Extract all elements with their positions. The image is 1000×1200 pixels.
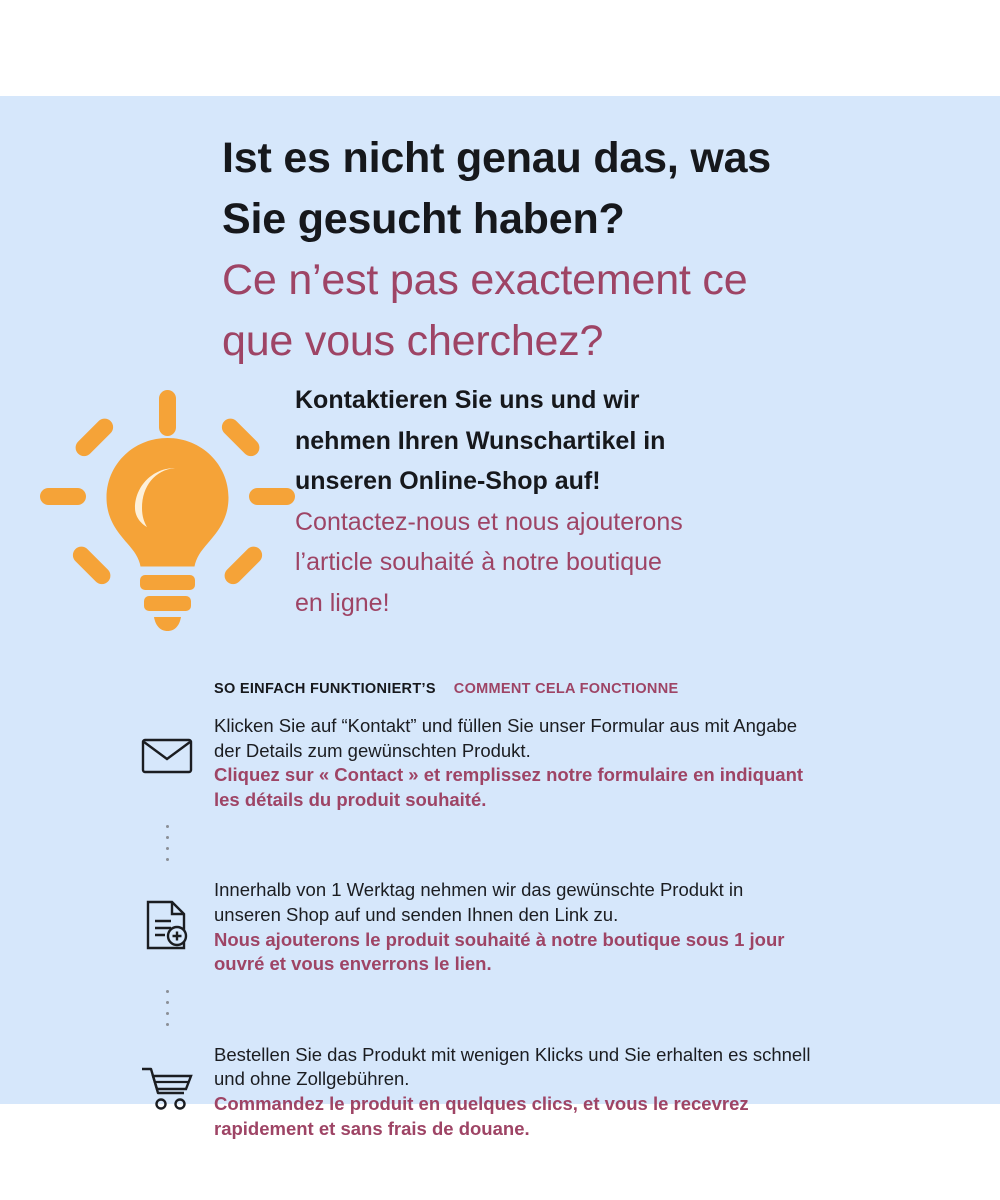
intro-fr-line1: Contactez-nous et nous ajouterons [295, 507, 683, 536]
step2-fr-line1: Nous ajouterons le produit souhaité à notre boutique sous 1 jour [214, 928, 785, 950]
howto-steps [120, 710, 950, 1141]
step3-fr-line2: rapidement et sans frais de douane. [214, 1117, 530, 1139]
headline-fr-line2: que vous cherchez? [222, 317, 604, 366]
connector-row [120, 812, 950, 874]
step-text [214, 1039, 950, 1141]
intro-de-line1: Kontaktieren Sie uns und wir [295, 386, 640, 414]
howto-heading-fr: COMMENT CELA FONCTIONNE [453, 681, 679, 697]
headline-de-line1: Ist es nicht genau das, was [222, 134, 772, 182]
envelope-icon [120, 710, 214, 776]
intro-text-block [295, 380, 935, 623]
shopping-cart-icon [120, 1039, 214, 1111]
intro-fr-line3: en ligne! [295, 588, 390, 617]
headline-fr-line1: Ce n’est pas exactement ce [222, 256, 748, 305]
step2-de-line2: unseren Shop auf und senden Ihnen den Link zu. [214, 903, 619, 925]
howto-heading-de: SO EINFACH FUNKTIONIERT’S [214, 681, 436, 697]
dotted-connector-icon [120, 977, 214, 1039]
step2-de-line1: Innerhalb von 1 Werktag nehmen wir das gewünschte Produkt in [214, 879, 744, 901]
dotted-connector-icon [120, 812, 214, 874]
document-add-icon [120, 874, 214, 950]
step1-de-line1: Klicken Sie auf “Kontakt” und füllen Sie unser Formular aus mit Angabe [214, 715, 798, 736]
step3-de-line2: und ohne Zollgebühren. [214, 1068, 410, 1090]
headline-block [222, 128, 922, 372]
step-text [214, 874, 950, 976]
intro-de-line2: nehmen Ihren Wunschartikel in [295, 426, 666, 455]
list-item [120, 874, 950, 976]
howto-headings [214, 681, 678, 697]
list-item [120, 1039, 950, 1141]
step-text [214, 710, 950, 812]
step2-fr-line2: ouvré et vous enverrons le lien. [214, 953, 492, 975]
headline-de-line2: Sie gesucht haben? [222, 195, 625, 244]
intro-de-line3: unseren Online-Shop auf! [295, 467, 601, 495]
list-item [120, 710, 950, 812]
intro-row [40, 380, 960, 650]
intro-fr-line2: l’article souhaité à notre boutique [295, 548, 662, 576]
connector-row [120, 977, 950, 1039]
lightbulb-icon [40, 390, 302, 640]
step1-de-line2: der Details zum gewünschten Produkt. [214, 739, 531, 761]
step1-fr-line1: Cliquez sur « Contact » et remplissez notre formulaire en indiquant [214, 764, 804, 786]
step3-fr-line1: Commandez le produit en quelques clics, et vous le recevrez [214, 1092, 749, 1114]
step1-fr-line2: les détails du produit souhaité. [214, 788, 487, 810]
step3-de-line1: Bestellen Sie das Produkt mit wenigen Klicks und Sie erhalten es schnell [214, 1043, 811, 1065]
